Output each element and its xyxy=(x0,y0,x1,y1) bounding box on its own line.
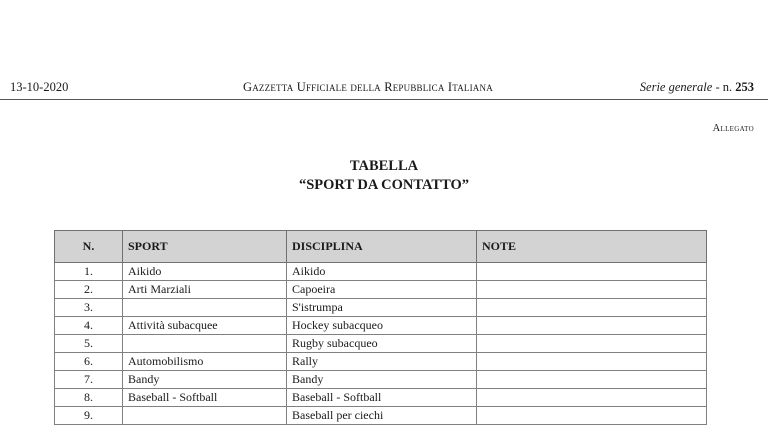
row-note xyxy=(477,335,707,353)
row-number: 7. xyxy=(55,371,123,389)
row-sport: Bandy xyxy=(123,371,287,389)
row-sport: Baseball - Softball xyxy=(123,389,287,407)
row-disciplina: Baseball - Softball xyxy=(287,389,477,407)
row-disciplina: Capoeira xyxy=(287,281,477,299)
row-sport: Attività subacquee xyxy=(123,317,287,335)
table-header-row xyxy=(55,231,707,263)
row-number: 3. xyxy=(55,299,123,317)
row-note xyxy=(477,353,707,371)
row-sport xyxy=(123,299,287,317)
table-row xyxy=(55,353,707,371)
table-row xyxy=(55,389,707,407)
column-header-sport: SPORT xyxy=(123,231,287,263)
series-label: Serie generale xyxy=(639,80,713,94)
row-sport: Automobilismo xyxy=(123,353,287,371)
allegato-label: Allegato xyxy=(712,123,754,134)
row-disciplina: Bandy xyxy=(287,371,477,389)
row-note xyxy=(477,263,707,281)
row-number: 1. xyxy=(55,263,123,281)
table-row xyxy=(55,281,707,299)
table-row xyxy=(55,317,707,335)
row-number: 9. xyxy=(55,407,123,425)
issue-number: 253 xyxy=(735,80,754,94)
row-note xyxy=(477,371,707,389)
table-body xyxy=(55,263,707,425)
row-number: 8. xyxy=(55,389,123,407)
document-title xyxy=(0,157,768,195)
row-disciplina: S'istrumpa xyxy=(287,299,477,317)
title-line-2: “SPORT DA CONTATTO” xyxy=(298,177,470,193)
row-disciplina: Aikido xyxy=(287,263,477,281)
table-row xyxy=(55,263,707,281)
table-row xyxy=(55,407,707,425)
row-sport: Aikido xyxy=(123,263,287,281)
row-sport xyxy=(123,335,287,353)
series-info xyxy=(640,80,754,94)
row-disciplina: Rally xyxy=(287,353,477,371)
row-note xyxy=(477,407,707,425)
column-header-note: NOTE xyxy=(477,231,707,263)
page-header xyxy=(0,80,768,94)
row-number: 2. xyxy=(55,281,123,299)
row-number: 4. xyxy=(55,317,123,335)
table-row xyxy=(55,299,707,317)
row-sport xyxy=(123,407,287,425)
table-row xyxy=(55,371,707,389)
row-sport: Arti Marziali xyxy=(123,281,287,299)
row-disciplina: Baseball per ciechi xyxy=(287,407,477,425)
row-disciplina: Hockey subacqueo xyxy=(287,317,477,335)
row-number: 5. xyxy=(55,335,123,353)
column-header-number: N. xyxy=(55,231,123,263)
row-note xyxy=(477,299,707,317)
series-separator: - n. xyxy=(712,80,736,94)
title-line-1: TABELLA xyxy=(349,158,419,174)
sports-table xyxy=(54,230,707,425)
column-header-disciplina: DISCIPLINA xyxy=(287,231,477,263)
row-note xyxy=(477,317,707,335)
publication-title: Gazzetta Ufficiale della Repubblica Italiana xyxy=(243,80,493,94)
header-divider xyxy=(0,99,768,100)
table-row xyxy=(55,335,707,353)
publication-date: 13-10-2020 xyxy=(10,80,69,94)
row-note xyxy=(477,389,707,407)
row-number: 6. xyxy=(55,353,123,371)
row-disciplina: Rugby subacqueo xyxy=(287,335,477,353)
row-note xyxy=(477,281,707,299)
